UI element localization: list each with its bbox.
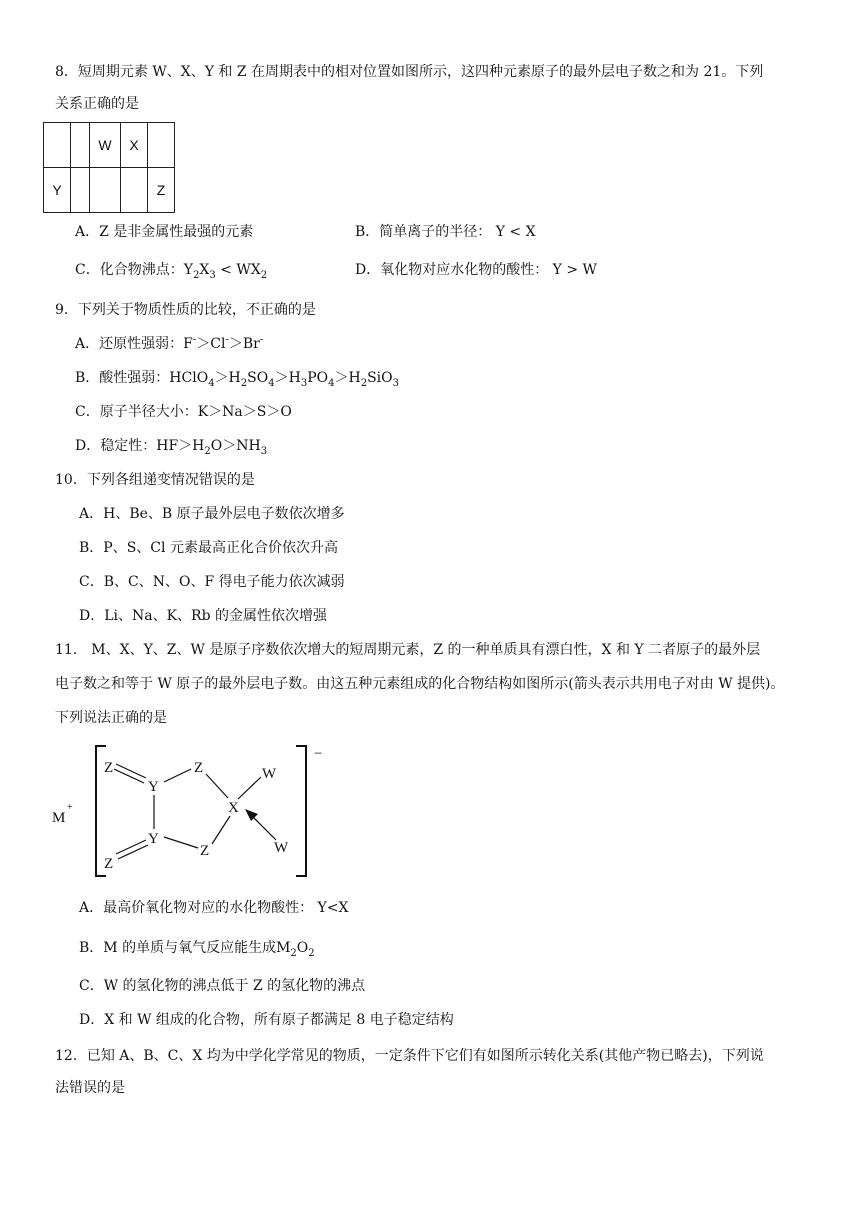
q8-option-a: A．Z 是非金属性最强的元素: [75, 224, 254, 240]
table-cell: [44, 123, 71, 168]
bonds: [114, 764, 276, 859]
q9-option-d: D．稳定性：$HF>H_2O>NH_3$: [75, 438, 268, 457]
q9-option-c: C．原子半径大小：K＞Na＞S＞O: [75, 404, 292, 420]
q8-stem-line1: 8．短周期元素 W、X、Y 和 Z 在周期表中的相对位置如图所示，这四种元素原子的最外层电子数之和为 21。下列: [55, 64, 764, 80]
cation-label: M: [52, 810, 66, 826]
q8-option-b: B．简单离子的半径： Y < X: [355, 224, 536, 240]
q12-stem-line2: 法错误的是: [55, 1080, 125, 1096]
table-cell: [90, 168, 121, 213]
q11-option-b-label: B．M 的单质与氧气反应能生成: [79, 940, 277, 956]
q10-stem: 10．下列各组递变情况错误的是: [55, 472, 255, 488]
atom-w-bottom: W: [274, 840, 289, 856]
q11-stem-line3: 下列说法正确的是: [55, 710, 167, 726]
q9-stem: 9．下列关于物质性质的比较，不正确的是: [55, 302, 316, 318]
table-cell: [71, 123, 90, 168]
q11-option-b: B．M 的单质与氧气反应能生成$M_2O_2$: [79, 940, 315, 959]
atom-z-bottom: Z: [200, 843, 210, 859]
anion-charge: −: [314, 746, 323, 762]
q10-option-b: B．P、S、Cl 元素最高正化合价依次升高: [79, 540, 338, 556]
table-cell-z: Z: [148, 168, 175, 213]
q11-option-a: A．最高价氧化物对应的水化物酸性： Y<X: [79, 900, 349, 916]
q9-option-d-label: D．稳定性：: [75, 438, 157, 454]
periodic-table-fragment: [43, 122, 175, 213]
q9-option-a-label: A．还原性强弱：: [75, 336, 184, 352]
q8-stem-line2: 关系正确的是: [55, 96, 139, 112]
q11-stem-line2: 电子数之和等于 W 原子的最外层电子数。由这五种元素组成的化合物结构如图所示(箭头表示共用电子对由 W 提供)。: [55, 676, 785, 692]
arrow-head: [245, 809, 258, 821]
table-cell: [148, 123, 175, 168]
q10-option-d: D．Li、Na、K、Rb 的金属性依次增强: [79, 608, 328, 624]
q9-option-a: A．还原性强弱：F-＞Cl-＞Br-: [75, 334, 264, 352]
q12-stem-line1: 12．已知 A、B、C、X 均为中学化学常见的物质，一定条件下它们有如图所示转化关系(其他产物已略去)，下列说: [55, 1048, 764, 1064]
atom-w-top: W: [262, 766, 277, 782]
q9-option-b-label: B．酸性强弱：: [75, 370, 170, 386]
q10-option-a: A．H、Be、B 原子最外层电子数依次增多: [79, 506, 345, 522]
atom-z-bottom-left: Z: [104, 856, 114, 872]
table-cell: [71, 168, 90, 213]
table-cell-y: Y: [44, 168, 71, 213]
q8-option-c-label: C．化合物沸点：: [75, 262, 184, 278]
atom-z-top: Z: [194, 760, 204, 776]
structure-diagram: [48, 742, 348, 880]
atom-y-top: Y: [148, 779, 159, 795]
q9-option-b: B．酸性强弱：$HClO_4>H_2SO_4>H_3PO_4>H_2SiO_3$: [75, 370, 399, 389]
q11-option-c: C．W 的氢化物的沸点低于 Z 的氢化物的沸点: [79, 978, 366, 994]
q10-option-c: C．B、C、N、O、F 得电子能力依次减弱: [79, 574, 345, 590]
table-cell-w: W: [90, 123, 121, 168]
q8-option-d: D．氧化物对应水化物的酸性： Y > W: [355, 262, 597, 278]
q8-option-c: C．化合物沸点：$Y_2X_3 < WX_2$: [75, 262, 268, 281]
cation-charge: +: [67, 802, 73, 813]
q11-stem-line1: 11． M、X、Y、Z、W 是原子序数依次增大的短周期元素，Z 的一种单质具有漂白性，X 和 Y 二者原子的最外层: [55, 642, 761, 658]
atom-x: X: [228, 800, 239, 816]
atom-z-top-left: Z: [104, 760, 114, 776]
q11-option-d: D．X 和 W 组成的化合物，所有原子都满足 8 电子稳定结构: [79, 1012, 454, 1028]
right-bracket: [296, 746, 306, 876]
atom-y-bottom: Y: [148, 831, 159, 847]
table-cell: [121, 168, 148, 213]
table-cell-x: X: [121, 123, 148, 168]
